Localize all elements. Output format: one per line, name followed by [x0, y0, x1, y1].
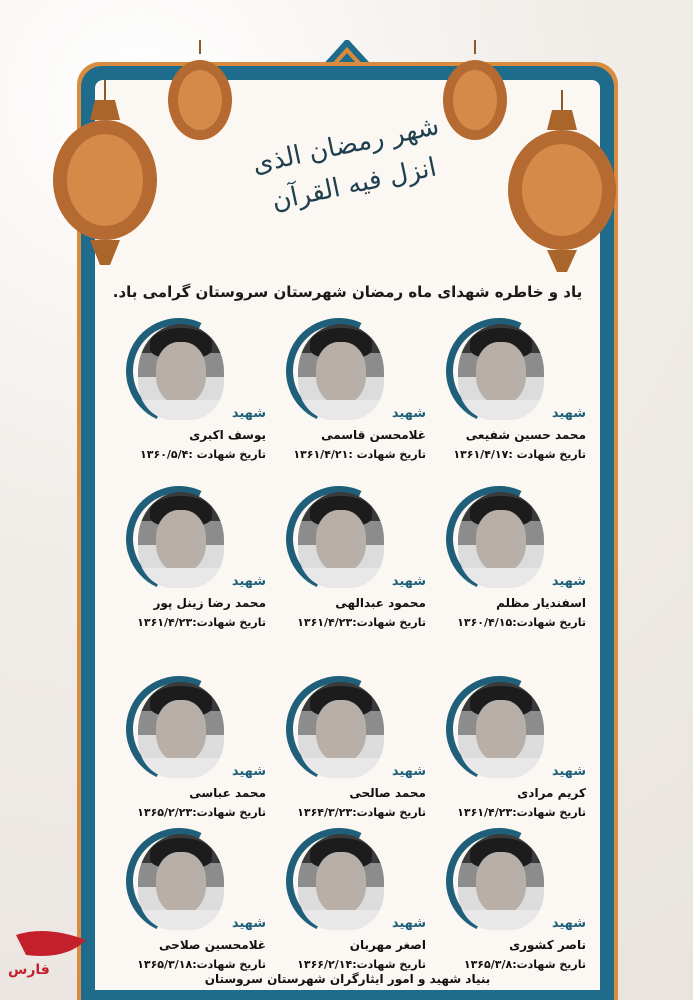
- martyr-title: شهید: [391, 916, 426, 931]
- martyr-photo: [458, 492, 544, 588]
- martyr-card: [432, 478, 592, 638]
- martyr-card: [432, 668, 592, 828]
- martyr-card: [272, 668, 432, 828]
- martyr-name: ناصر کشوری: [509, 938, 586, 952]
- martyr-title: شهید: [231, 406, 266, 421]
- martyr-card: [432, 820, 592, 980]
- martyr-title: شهید: [391, 406, 426, 421]
- martyr-card: [112, 478, 272, 638]
- martyr-title: شهید: [551, 916, 586, 931]
- martyr-date: تاریخ شهادت:۱۳۶۵/۳/۱۸: [137, 958, 266, 971]
- martyr-date: تاریخ شهادت:۱۳۶۴/۳/۲۳: [297, 806, 426, 819]
- martyr-card: [272, 310, 432, 470]
- martyr-photo: [458, 682, 544, 778]
- martyr-date: تاریخ شهادت:۱۳۶۱/۴/۲۳: [457, 806, 586, 819]
- martyr-date: تاریخ شهادت:۱۳۶۱/۴/۲۳: [297, 616, 426, 629]
- martyr-name: غلامحسین صلاحی: [159, 938, 266, 952]
- martyr-title: شهید: [231, 764, 266, 779]
- lantern-icon: [165, 40, 235, 150]
- martyr-name: غلامحسن قاسمی: [321, 428, 426, 442]
- martyr-date: تاریخ شهادت:۱۳۶۵/۳/۸: [463, 958, 586, 971]
- logo-text: فارس: [8, 962, 50, 978]
- page-title: یاد و خاطره شهدای ماه رمضان شهرستان سروستان گرامی باد.: [112, 283, 583, 301]
- martyr-name: محمود عبدالهی: [335, 596, 426, 610]
- martyr-card: [112, 820, 272, 980]
- martyr-card: [272, 820, 432, 980]
- footer-text: بنیاد شهید و امور ایثارگران شهرستان سروستان: [204, 972, 491, 986]
- martyr-photo: [138, 834, 224, 930]
- martyr-photo: [138, 682, 224, 778]
- martyr-title: شهید: [551, 406, 586, 421]
- martyr-date: تاریخ شهادت :۱۳۶۱/۴/۱۷: [453, 448, 586, 461]
- martyr-name: اصغر مهربان: [349, 938, 426, 952]
- martyr-date: تاریخ شهادت:۱۳۶۰/۴/۱۵: [457, 616, 586, 629]
- martyr-photo: [138, 492, 224, 588]
- martyr-name: محمد رضا زینل پور: [153, 596, 266, 610]
- martyr-date: تاریخ شهادت :۱۳۶۰/۵/۴: [140, 448, 266, 461]
- martyr-name: محمد عباسی: [189, 786, 266, 800]
- martyr-title: شهید: [391, 764, 426, 779]
- martyr-title: شهید: [231, 916, 266, 931]
- martyr-photo: [458, 324, 544, 420]
- martyr-title: شهید: [551, 574, 586, 589]
- lantern-icon: [50, 80, 160, 270]
- martyr-name: یوسف اکبری: [189, 428, 266, 442]
- martyr-card: [112, 310, 272, 470]
- martyr-card: [272, 478, 432, 638]
- martyr-card: [112, 668, 272, 828]
- martyr-date: تاریخ شهادت:۱۳۶۱/۴/۲۳: [137, 616, 266, 629]
- martyr-name: کریم مرادی: [517, 786, 586, 800]
- martyr-photo: [298, 324, 384, 420]
- martyr-photo: [458, 834, 544, 930]
- martyr-photo: [298, 492, 384, 588]
- martyr-name: اسفندیار مظلم: [496, 596, 586, 610]
- martyr-date: تاریخ شهادت:۱۳۶۶/۲/۱۴: [297, 958, 426, 971]
- martyr-photo: [298, 682, 384, 778]
- martyr-name: محمد حسین شفیعی: [465, 428, 586, 442]
- calligraphy-text: شهر رمضان الذی انزل فیه القرآن: [249, 111, 442, 217]
- martyr-title: شهید: [391, 574, 426, 589]
- lantern-icon: [440, 40, 510, 150]
- martyr-title: شهید: [231, 574, 266, 589]
- martyr-card: [432, 310, 592, 470]
- martyr-title: شهید: [551, 764, 586, 779]
- martyr-photo: [138, 324, 224, 420]
- martyr-name: محمد صالحی: [349, 786, 426, 800]
- martyr-date: تاریخ شهادت :۱۳۶۱/۴/۲۱: [293, 448, 426, 461]
- martyr-photo: [298, 834, 384, 930]
- martyr-date: تاریخ شهادت:۱۳۶۵/۲/۲۳: [137, 806, 266, 819]
- calligraphy: [250, 95, 450, 245]
- lantern-icon: [505, 90, 620, 275]
